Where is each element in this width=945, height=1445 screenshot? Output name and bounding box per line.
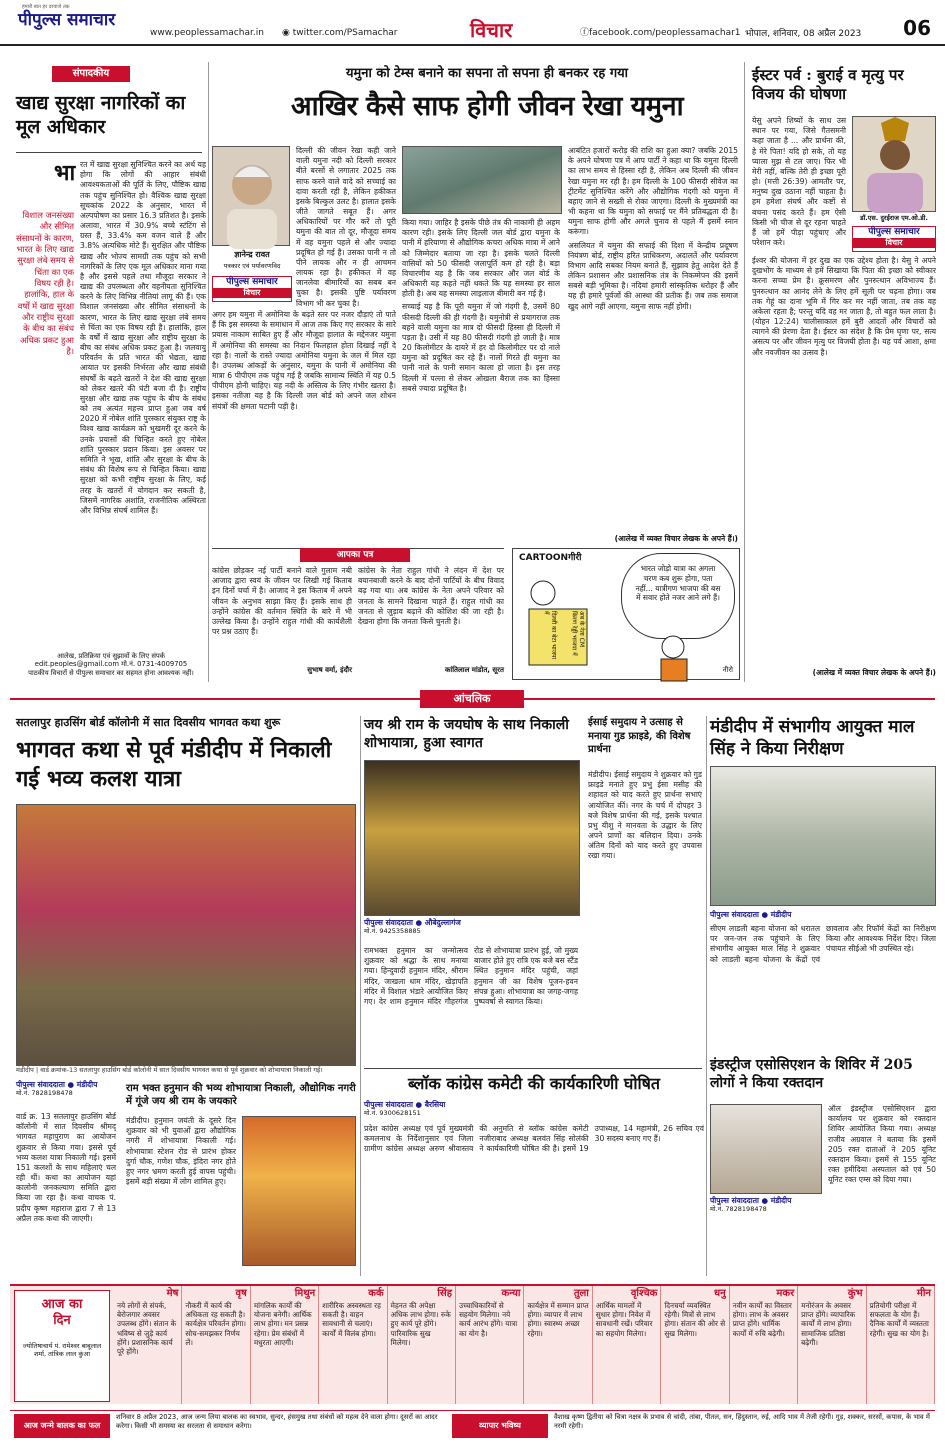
editorial-rule	[16, 152, 202, 153]
horoscope-sign-text: नौकरी में कार्य की अधिकता रह सकती है। कार्यक्षेत्र परिवर्तन होगा। सोच-समझकर निर्णय लें।	[185, 1300, 246, 1347]
cartoon-brand: CARTOONगीरी	[519, 553, 582, 563]
congress-rule	[364, 1068, 702, 1069]
easter-title: ईस्टर पर्व : बुराई व मृत्यु पर विजय की घोषणा	[752, 66, 904, 103]
horoscope-footer	[10, 1410, 935, 1440]
editorial-pullquote: विशाल जनसंख्या और सीमित संसाधनों के कारण, भारत के लिए खाद्य सुरक्षा लंबे समय से चिंता का एक विषय रही है। हालांकि, हाल के वर्षों में खाद्य सुरक्षा और राष्ट्रीय सुरक्षा के बीच का संबंध अधिक प्रकट हुआ है।	[16, 210, 74, 357]
blood-camp-byline: पीपुल्स संवाददाता	[710, 1196, 759, 1205]
horoscope-sign-cell	[525, 1286, 593, 1404]
main-col2	[402, 218, 560, 536]
horoscope-sign-name: कन्या	[501, 1288, 521, 1299]
cartoon-paper-text2: अब के नेता CM किरण रेड्डी भाजपा में	[570, 611, 585, 656]
shobhayatra-byline: पीपुल्स संवाददाता	[364, 918, 413, 927]
congress-body: प्रदेश कांग्रेस अध्यक्ष एवं पूर्व मुख्यमंत्री कमलनाथ के निर्देशानुसार एवं जिला ग्रामीण कांग्रेस अध्यक्ष अरुण श्रीवास्तव की अनुमति से ब्लॉक कांग्रेस कमेटी नजीराबाद अध्यक्ष बलवंत सिंह सोलंकी ने कार्यकारिणी घोषित की है। इसमें 19 उपाध्यक्ष, 14 महामंत्री, 26 सचिव एवं 30 सदस्य बनाए गए हैं।	[364, 1124, 704, 1154]
horoscope-sign-text: शारीरिक अस्वस्थता रह सकती है। वाहन सावधानी से चलाएं। कार्यों में विलंब होगा।	[322, 1300, 381, 1338]
page-number: 06	[903, 16, 931, 40]
editorial-footer	[16, 652, 206, 677]
main-col2-para1: किया गया। जाहिर है इसके पीछे तंत्र की नाकामी ही अहम कारण रही। इसके लिए दिल्ली जल बोर्ड द्वारा यमुना के पानी में हरियाणा से औद्योगिक कचरा अधिक मात्रा में आने को जिम्मेदार बताया जा रहा है। इसके चलते दिल्ली वासियों को 50 फीसदी जलापूर्ति कम हो रही है। बड़ा विचारणीय यह है कि जब सरकार और जल बोर्ड के अधिकारी यह कहते नहीं थकते कि यह समस्या हर साल होती है। अब यह समस्या लाइलाज बीमारी बन गई है।	[402, 218, 560, 299]
hanuman-title: राम भक्त हनुमान की भव्य शोभायात्रा निकाली, औद्योगिक नगरी में गूंजे जय श्री राम के जयकारे	[126, 1083, 356, 1107]
easter-body-bottom: ईश्वर की योजना में हर दुख का एक उद्देश्य होता है। येसु ने अपने दुखभोग के माध्यम से हमें सिखाया कि पिता की इच्छा को स्वीकार करना सच्चा प्रेम है। क्रूसमरण और पुनरुत्थान अविभाज्य हैं। पुनरुत्थान का आनंद लेने के लिए हमें सूली पर चढ़ना होगा। जब तक गेहूं का दाना भूमि में गिर कर मर नहीं जाता, तब तक वह अकेला रहता है; परन्तु यदि वह मर जाता है, तो बहुत फल लाता है। (योहन 12:24) चालीसाकाल हमें बुरी आदतों और विचारों को त्यागने की प्रेरणा देता है। ईस्टर का संदेश है कि प्रेम घृणा पर, सत्य असत्य पर और जीवन मृत्यु पर विजयी होता है। यह पर्व आशा, क्षमा और नवजीवन का उत्सव है।	[752, 256, 936, 357]
column-divider	[706, 1056, 707, 1276]
commissioner-byline-box: पीपुल्स संवाददाता ● मंडीदीप	[710, 910, 792, 919]
tagline: हमारी बात हर दरवाजे तक	[22, 4, 70, 10]
author-photo	[212, 146, 290, 246]
main-col3	[568, 146, 738, 532]
bhagwat-byline: पीपुल्स संवाददाता	[16, 1080, 65, 1089]
horoscope-sign-text: नये लोगों से संपर्क, बेरोजगार अवसर उपलब्ध होंगे। संतान के भविष्य से जुड़े कार्य होंगे। प्रशासनिक कार्य पूरे होंगे।	[117, 1300, 177, 1357]
blood-camp-mobile: मो.नं. 7828198478	[710, 1205, 767, 1214]
horoscope-sign-text: दिनचर्या व्यवस्थित रहेगी। मित्रों से लाभ होगा। संतान की ओर से सुख मिलेगा।	[664, 1300, 726, 1338]
horoscope-sign-cell	[456, 1286, 524, 1404]
horoscope-title-line2: दिन	[53, 1313, 71, 1329]
shobhayatra-body: रामभक्त हनुमान का जन्मोत्सव शुक्रवार को श्रद्धा के साथ मनाया गया। हिन्दुवादी हनुमान मंदिर, श्रीराम मंदिर, जाखला धाम मंदिर, खेड़ापति मंदिर में विशाल भंडारे आयोजित किए गए। देर शाम हनुमान मंदिर गौहरगंज रोड से शोभायात्रा प्रारंभ हुई, जो मुख्य बाजार होते हुए रात्रि एक बजे बस स्टैंड स्थित हनुमान मंदिर पहुंची, जहां हनुमान जी का विशेष पूजन-हवन संपन्न हुआ। शोभायात्रा का जगह-जगह पुष्पवर्षा से स्वागत किया।	[364, 946, 579, 1006]
author-role: पत्रकार एवं पर्यावरणविद	[223, 262, 281, 270]
regional-bar: आंचलिक	[420, 690, 524, 708]
horoscope-sign-cell	[114, 1286, 182, 1404]
blood-camp-body: ऑल इंडस्ट्रीज एसोसिएशन द्वारा कार्यालय पर शुक्रवार को रक्तदान शिविर आयोजित किया गया। अध्यक्ष राजीव अग्रवाल ने बताया कि इसमें 205 रक्त दाताओं ने 205 यूनिट रक्तदान किया। इसमें से 155 यूनिट रक्त हमीदिया अस्पताल को एवं 50 यूनिट रक्त एम्स को दिया गया।	[828, 1104, 936, 1185]
cartoon-paper-text1: दिल्ली का बेटा भाजपा में	[542, 611, 557, 660]
horoscope-sign-text: प्रतियोगी परीक्षा में सफलता के योग हैं। दैनिक कार्यों में व्यस्तता रहेगी। सुख का योग है।	[869, 1300, 929, 1338]
kids-label: आज जन्मे बालक का फल	[14, 1414, 110, 1438]
horoscope-sign-text: नवीन कार्यों का विस्तार होगा। लाभ के अवसर प्राप्त होंगे। धार्मिक कार्यों में रुचि बढ़ेगी।	[732, 1300, 792, 1338]
cartoon-panel	[512, 548, 740, 680]
horoscope-cells	[114, 1286, 935, 1406]
shobhayatra-place: औबेदुल्लागंज	[424, 918, 461, 927]
shobhayatra-title: जय श्री राम के जयघोष के साथ निकाली शोभायात्रा, हुआ स्वागत	[364, 717, 569, 752]
author-name: ज्ञानेन्द्र रावत	[234, 250, 270, 259]
column-divider	[360, 716, 361, 1276]
yamuna-photo	[402, 146, 562, 214]
bhagwat-title: भागवत कथा से पूर्व मंडीदीप में निकाली गई भव्य कलश यात्रा	[16, 737, 332, 792]
commissioner-body: सीएम लाडली बहना योजना को धरातल पर जन-जन तक पहुंचाने के लिए संभागीय आयुक्त माल सिंह ने शुक्रवार को लाडली बहना योजना के केंद्रों एवं छावलाव और रिफॉर्म केंद्रों का निरीक्षण किया और आवश्यक निर्देश दिए। जिला पंचायत सीईओ भी उपस्थित रहे।	[710, 924, 936, 964]
main-col3-para2: असलियत में यमुना की सफाई की दिशा में केन्द्रीय प्रदूषण नियंत्रण बोर्ड, राष्ट्रीय हरित प्राधिकरण, अदालतें और पर्यावरण विभाग आदि सबका नियम बनाते हैं, सुझाव हेतु आदेश देते हैं लेकिन प्रशासन और प्रशासनिक तंत्र के निकम्मेपन की इसमें सबसे बड़ी भूमिका है। नदियां हमारी सांस्कृतिक धरोहर हैं और यह ही हमारे पूर्वजों की आस्था की प्रतीक हैं। जब तक समाज खुद आगे नहीं आएगा, यमुना साफ नहीं होगी।	[568, 240, 738, 311]
brand-box-section: विचार	[853, 238, 935, 248]
horoscope-sign-cell	[182, 1286, 250, 1404]
main-title: आखिर कैसे साफ होगी जीवन रेखा यमुना	[290, 91, 684, 122]
good-friday-title: ईसाई समुदाय ने उत्साह से मनाया गुड फ्राइडे, की विशेष प्रार्थना	[588, 717, 691, 755]
bhagwat-mobile: मो.नं. 7828198478	[16, 1089, 73, 1098]
bishop-portrait-icon	[853, 117, 937, 213]
main-col1-bottom: अगर हम यमुना में अमोनिया के बढ़ते स्तर पर नजर दौड़ाएं तो पाते हैं कि इस समस्या के समाधान में आज तक किए गए सरकार के सारे प्रयास नाकाम साबित हुए हैं और मौजूदा हालात के मद्देनजर यमुना में अमोनिया की समस्या का निदान फिलहाल होता दिखाई नहीं दे रहा है। नालों के रास्ते ज्यादा अमोनिया यमुना के जल में मिल रहा है। उपलब्ध आंकड़ों के अनुसार, यमुना के पानी में अमोनिया की मात्रा 6 पीपीएम तक पहुंच गई है जबकि सामान्य स्थिति में यह 0.5 पीपीएम होनी चाहिए। यह नदी के अस्तित्व के लिए गंभीर खतरा है। इसका नतीजा यह है कि दिल्ली जल बोर्ड को अपने जल शोधन संयंत्रों की क्षमता घटानी पड़ी है।	[212, 310, 396, 411]
letter2-body: कांग्रेस के नेता राहुल गांधी ने लंदन में देश पर बयानबाजी करने के बाद दोनों पार्टियों के बीच विवाद बढ़ गया था। अब कांग्रेस के नेता अपने परिवार को जनता के सामने दिखाना चाहते हैं। राहुल गांधी का जनता से जुड़ाव बढ़ाने की कोशिश की जा रही है। देखना होगा कि जनता किसे चुनती है।	[358, 566, 504, 626]
congress-title: ब्लॉक कांग्रेस कमेटी की कार्यकारिणी घोषित	[407, 1074, 661, 1093]
cartoon-speech-bubble: भारत जोड़ो यात्रा का अगला चरण कब शुरू होगा, पता नहीं... यात्रीगण भाजपा की बस में सवार होते नजर आने लगे हैं।	[621, 553, 735, 639]
column-divider	[706, 716, 707, 1056]
congress-mobile: मो.नं. 9300628151	[364, 1109, 421, 1118]
editorial-footer-line3: पाठकीय विचारों से पीपुल्स समाचार का सहमत होना आवश्यक नहीं।	[28, 668, 194, 677]
brand-box-logo: पीपुल्स समाचार	[226, 277, 278, 287]
easter-author-name: डॉ.एस. दुरईराज एम.ओ.डी.	[860, 214, 928, 222]
brand-box-logo: पीपुल्स समाचार	[868, 227, 920, 237]
horoscope-sign-text: मनोरंजन के अवसर प्राप्त होंगे। व्यापारिक कार्यों में लाभ होगा। सामाजिक प्रतिष्ठा बढ़ेगी।	[801, 1300, 856, 1347]
horoscope-sign-cell	[867, 1286, 935, 1404]
market-text: वैशाख कृष्ण द्वितीया को चित्रा नक्षत्र के प्रभाव से चांदी, तांबा, पीतल, सन, हिंदुस्तान, रुई, आदि भाव में तेजी रहेगी। गुड़, शक्कर, सरसों, कपास, के भाव में नरमी रहेगी।	[554, 1413, 930, 1430]
bhagwat-body: वार्ड क्र. 13 सतलापुर हाउसिंग बोर्ड कॉलोनी में सात दिवसीय श्रीमद् भागवत महापुराण का आयोजन शुक्रवार से किया गया। इससे पूर्व भव्य कलश यात्रा निकाली गई। इसमें 151 कलशों के साथ महिलाएं चल रही थीं। कथा का आयोजन यहां कालोनी जनकल्याण समिति द्वारा किया जा रहा है। कथा वाचक पं. प्रदीप कृष्ण महाराज द्वारा 7 से 13 अप्रैल तक कथा की जाएगी।	[16, 1112, 116, 1223]
horoscope-sign-name: तुला	[573, 1288, 589, 1299]
letter1-sign: सुभाष वर्मा, इंदौर	[307, 666, 352, 674]
blood-camp-place: मंडीदीप	[770, 1196, 792, 1205]
horoscope-sign-name: मेष	[166, 1288, 179, 1299]
horoscope-sign-name: कर्क	[368, 1288, 384, 1299]
main-signoff: (आलेख में व्यक्त विचार लेखक के अपने हैं।)	[614, 534, 738, 543]
main-col2-para2: सच्चाई यह है कि पूरी यमुना में जो गंदगी है, उसमें 80 फीसदी दिल्ली की ही गंदगी है। यमुनोत्री से प्रयागराज तक बहने वाली यमुना का मात्र दो फीसदी हिस्सा ही दिल्ली में पड़ता है। उसी में यह 80 फीसदी गंदगी हो जाती है। मात्र 20 किलोमीटर के दायरे में हर दो किलोमीटर पर दो नाले यमुना को प्रदूषित कर रहे हैं। नालों गिरते ही यमुना का पानी नाले के पानी समान काला हो जाता है। इस तरह दिल्ली में पल्ला से लेकर ओखला बैराज तक का हिस्सा सबसे ज्यादा प्रदूषित है।	[402, 302, 560, 393]
cartoon-artist: नीरो	[722, 666, 733, 675]
bhagwat-byline-box: पीपुल्स संवाददाता ● मंडीदीप मो.नं. 7828198478	[16, 1080, 116, 1098]
brand-box-main	[212, 276, 292, 302]
horoscope-sign-text: मेहनत की अपेक्षा अधिक लाभ होगा। रुके हुए कार्य पूरे होंगे। पारिवारिक सुख मिलेगा।	[390, 1300, 451, 1347]
commissioner-byline: पीपुल्स संवाददाता	[710, 910, 759, 919]
facebook-link[interactable]: ⓕfacebook.com/peoplessamachar1	[580, 28, 741, 38]
horoscope-sign-cell	[798, 1286, 866, 1404]
horoscope-title-box	[14, 1290, 110, 1402]
letter1-body: कांग्रेस छोड़कर नई पार्टी बनाने वाले गुलाम नबी आजाद द्वारा स्वयं के जीवन पर लिखी गई किताब इन दिनों चर्चा में है। आजाद ने इस किताब में अपने जीवन के अनुभव साझा किए हैं। इसके साथ ही उन्होंने कांग्रेस की वर्तमान स्थिति के बारे में भी उल्लेख किया है। उन्होंने राहुल गांधी की कार्यशैली पर प्रश्न उठाए हैं।	[212, 566, 352, 637]
main-col1-top: दिल्ली की जीवन रेखा कही जाने वाली यमुना नदी को दिल्ली सरकार बीते बरसों से लगातार 2025 तक साफ करने वाले वादे को सच्चाई का दावा करती रही है, लेकिन हकीकत इसके बिल्कुल उलट है। हालात इसके जीते जागते सबूत हैं। अगर अधिकारियों पर गौर करें तो पूरी यमुना की बात तो दूर, मौजूदा समय में वह यमुना पहले से और ज्यादा प्रदूषित हो गई है। उसका पानी न तो पीने लायक और न ही आचमन लायक रहा है। हकीकत में वह जानलेवा बीमारियों का सबब बन चुका है। इसकी पुष्टि पर्यावरण विभाग भी कर चुका है।	[296, 146, 396, 308]
main-col3-para1: आबंटित हजारों करोड़ की राशि का हुआ क्या? जबकि 2015 के अपने घोषणा पत्र में आप पार्टी ने कहा था कि यमुना दिल्ली का लाभ समय से हिस्सा रही है, लेकिन अब दिल्ली की जीवन रेखा यमुना मर रही है। हम दिल्ली के 100 फीसदी सीवेज का ट्रीटमेंट सुनिश्चित करेंगे और औद्योगिक गंदगी को यमुना में बहाए जाने से सख्ती से रोका जाएगा। दिल्ली के मुख्यमंत्री का भी कहना था कि यमुना को सफाई पर मैंने प्रतिबद्धता दी है। यमुना साफ होगी और अगले चुनाव से पहले मैं इसमें स्नान करूंगा।	[568, 146, 738, 237]
hanuman-body: मंडीदीप। हनुमान जयंती के दूसरे दिन शुक्रवार को भी युवाओं द्वारा औद्योगिक नगरी में शोभायात्रा निकाली गई। शोभायात्रा स्टेशन रोड से प्रारंभ होकर दुर्गा चौक, गणेश चौक, इंदिरा नगर होते हुए नगर भ्रमण करती हुई वापस पहुंची। इसमें बड़ी संख्या में लोग शामिल हुए।	[126, 1116, 236, 1187]
market-label: व्यापार भविष्य	[452, 1414, 548, 1438]
horoscope-sign-text: कार्यक्षेत्र में सम्मान प्राप्त होगा। व्यापार में लाभ होगा। स्वास्थ्य अच्छा रहेगा।	[527, 1300, 589, 1338]
horoscope-title-line1: आज का	[41, 1297, 83, 1312]
congress-byline-box: पीपुल्स संवाददाता ● बैरसिया मो.नं. 9300628151	[364, 1100, 484, 1118]
commissioner-title: मंडीदीप में संभागीय आयुक्त माल सिंह ने किया निरीक्षण	[710, 717, 915, 760]
brand-box-section: विचार	[213, 288, 291, 298]
horoscope-sign-name: सिंह	[437, 1288, 453, 1299]
bhagwat-caption: मंडीदीप | वार्ड क्रमांक-13 सतलापुर हाउसिंग बोर्ड कॉलोनी में सात दिवसीय भागवत कथा से पूर्व शुक्रवार को शोभायात्रा निकाली गई।	[16, 1066, 323, 1074]
horoscope-sign-text: आर्थिक मामलों में सुधार होगा। निवेश में सावधानी रखें। परिवार का सहयोग मिलेगा।	[595, 1300, 653, 1338]
website-link[interactable]: www.peoplessamachar.in	[150, 28, 264, 38]
brand-box-easter	[852, 226, 936, 252]
blood-camp-byline-box: पीपुल्स संवाददाता ● मंडीदीप मो.नं. 7828198478	[710, 1196, 822, 1214]
editorial-footer-line1: आलेख, प्रतिक्रिया एवं सुझावों के लिए संपर्क	[56, 652, 166, 660]
shobhayatra-photo	[364, 760, 580, 916]
easter-body-top: येसु अपने शिष्यों के साथ उस स्थान पर गया, जिसे गैतसमनी कहा जाता है ... और प्रार्थना की, हे मेरे पिता! यदि हो सके, तो यह प्याला मुझ से टल जाए। फिर भी मेरी नहीं, बल्कि तेरी ही इच्छा पूरी हो। (मत्ती 26:39) आमतौर पर, मनुष्य दुख उठाना नहीं चाहता है। हम हमेशा संघर्ष और कष्टों से बचना पसंद करते हैं। हम ऐसी किसी भी चीज से दूर रहना चाहते हैं जो हमें पीड़ा पहुंचाए और परेशान करे।	[752, 116, 846, 248]
editorial-body: रत में खाद्य सुरक्षा सुनिश्चित करने का अर्थ यह होगा कि लोगों की आहार संबंधी आवश्यकताओं की पूर्ति के लिए, पौष्टिक खाद्य तक पहुंच सुनिश्चित हो। वैश्विक खाद्य सुरक्षा सूचकांक 2022 के अनुसार, भारत में अल्पपोषण का प्रसार 16.3 प्रतिशत है। इसके अलावा, भारत में 30.9% बच्चे स्टंटिंग से ग्रस्त हैं, 33.4% कम वजन वाले हैं और 3.8% अत्यधिक मोटे हैं। सुरक्षित और पौष्टिक खाद्य और भोज्य सामग्री तक पहुंच को सभी नागरिकों के लिए एक मूल अधिकार माना गया है और इससे पहले तथा मौजूदा सरकार ने खाद्य की उपलब्धता और वहनीयता सुनिश्चित करने के लिए विभिन्न नीतियां लागू की हैं। एक विशाल जनसंख्या और सीमित संसाधनों के कारण, भारत के लिए खाद्य सुरक्षा लंबे समय से चिंता का एक विषय रही है। हालांकि, हाल के वर्षों में खाद्य सुरक्षा और राष्ट्रीय सुरक्षा के बीच का संबंध अधिक प्रकट हुआ है। जलवायु परिवर्तन के प्रति भारत की भेद्यता, खाद्य आयात पर इसकी निर्भरता और खाद्य संबंधी संघर्षों के बढ़ते खतरों ने देश की खाद्य सुरक्षा को लेकर खतरे की घंटी बजा दी है। राष्ट्रीय सुरक्षा और खाद्य तक पहुंच के बीच के संबंध को तब अत्यंत महत्त्व प्राप्त हुआ जब वर्ष 2020 में नोबेल शांति पुरस्कार संयुक्त राष्ट्र के विश्व खाद्य कार्यक्रम को भुखमरी दूर करने के उनके प्रयासों की चिन्हित करते हुए नोबेल शांति पुरस्कार प्रदान किया। इस अवसर पर समिति ने भूख, शांति और सुरक्षा के बीच के संबंध की विशेष रूप से चिन्हित किया। खाद्य सुरक्षा को कभी राष्ट्रीय सुरक्षा के लिए, कई तरह के खतरों में योगदान कर सकती है, जिसमें नागरिक अशांति, राजनीतिक अस्थिरता और विभिन्न संघर्ष शामिल हैं।	[80, 160, 206, 515]
horoscope-sign-name: कुंभ	[847, 1288, 863, 1299]
facebook-icon: ⓕ	[580, 28, 590, 38]
letter2-sign: कांतिलाल मांडोत, सूरत	[445, 666, 504, 674]
kids-text: शनिवार 8 अप्रैल 2023, आज जन्म लिया बालक का स्वभाव, सुन्दर, हंसमुख तथा संबंधों को महत्व देने वाला होगा। दूसरों का आदर करेगा। किसी भी समस्या का सरलता से समाधान करेगा।	[116, 1413, 438, 1430]
horoscope-sign-text: उच्चाधिकारियों से सहयोग मिलेगा। नये कार्य आरंभ होंगे। यात्रा का योग है।	[459, 1300, 518, 1338]
bhagwat-photo	[16, 804, 356, 1066]
horoscope-astrologer: ज्योतिषाचार्य पं. रामेश्वर बाबूलाल शर्मा, तांत्रिक लाल कुंआ	[22, 1341, 102, 1358]
blood-camp-title: इंडस्ट्रीज एसोसिएशन के शिविर में 205 लोगों ने किया रक्तदान	[710, 1057, 913, 1092]
congress-place: बैरसिया	[424, 1100, 446, 1109]
shobhayatra-byline-box: पीपुल्स संवाददाता ● औबेदुल्लागंज मो.नं. 9425358885	[364, 918, 484, 936]
horoscope-sign-name: वृष	[235, 1288, 247, 1299]
horoscope-sign-name: वृश्चिक	[630, 1288, 658, 1299]
horoscope-sign-name: मिथुन	[294, 1288, 316, 1299]
blood-camp-photo	[710, 1104, 822, 1194]
horoscope-sign-name: मकर	[776, 1288, 795, 1299]
good-friday-body: मंडीदीप। ईसाई समुदाय ने शुक्रवार को गुड फ्राइडे मनाते हुए प्रभु ईसा मसीह की शहादत को याद करते हुए प्रार्थना सभाएं आयोजित कीं। नगर के चर्च में दोपहर 3 बजे विशेष प्रार्थना की गई, इसके पश्चात प्रभु यीशु ने मानवता के उद्धार के लिए अपने प्राणों का बलिदान दिया। उनके अंतिम दिनों को याद करते हुए उपवास रखा गया।	[588, 770, 702, 861]
column-divider	[744, 62, 745, 682]
horoscope-sign-text: मांगलिक कार्यों की योजना बनेगी। आर्थिक लाभ होगा। मन प्रसन्न रहेगा। प्रेम संबंधों में मधुरता आएगी।	[253, 1300, 312, 1347]
hanuman-photo	[242, 1116, 356, 1266]
horoscope-sign-cell	[730, 1286, 798, 1404]
editorial-dropcap: भा	[54, 161, 76, 186]
horoscope-sign-cell	[388, 1286, 456, 1404]
horoscope-sign-name: मीन	[916, 1288, 931, 1299]
section-title: विचार	[470, 18, 513, 42]
horoscope-sign-name: धनु	[714, 1288, 726, 1299]
editorial-title: खाद्य सुरक्षा नागरिकों का मूल अधिकार	[16, 92, 186, 138]
shobhayatra-mobile: मो.नं. 9425358885	[364, 927, 421, 936]
easter-author-photo	[852, 116, 936, 212]
editorial-tag: संपादकीय	[52, 66, 130, 82]
easter-signoff: (आलेख में व्यक्त विचार लेखक के अपने हैं।)	[812, 668, 936, 677]
horoscope-sign-cell	[251, 1286, 319, 1404]
twitter-link[interactable]: ◉ twitter.com/PSamachar	[282, 28, 398, 38]
horoscope-strip	[10, 1284, 935, 1404]
masthead	[0, 0, 945, 46]
column-divider	[208, 62, 209, 682]
horoscope-sign-cell	[319, 1286, 387, 1404]
editorial-footer-line2[interactable]: edit.peoples@gmail.com मो.नं. 0731-4009705	[34, 660, 188, 669]
horoscope-sign-cell	[661, 1286, 729, 1404]
commissioner-photo	[710, 766, 936, 906]
bhagwat-place: मंडीदीप	[76, 1080, 98, 1089]
letters-title: आपका पत्र	[300, 548, 410, 562]
horoscope-sign-cell	[593, 1286, 661, 1404]
dateline: भोपाल, शनिवार, 08 अप्रैल 2023	[745, 29, 862, 39]
commissioner-place: मंडीदीप	[770, 910, 792, 919]
twitter-icon: ◉	[282, 28, 293, 38]
main-kicker: यमुना को टेम्स बनाने का सपना तो सपना ही बनकर रह गया	[345, 66, 629, 81]
author-portrait-icon	[213, 147, 291, 247]
bhagwat-kicker: सतलापुर हाउसिंग बोर्ड कॉलोनी में सात दिवसीय भागवत कथा शुरू	[16, 716, 281, 729]
newspaper-logo: पीपुल्स समाचार	[18, 10, 116, 30]
congress-byline: पीपुल्स संवाददाता	[364, 1100, 413, 1109]
